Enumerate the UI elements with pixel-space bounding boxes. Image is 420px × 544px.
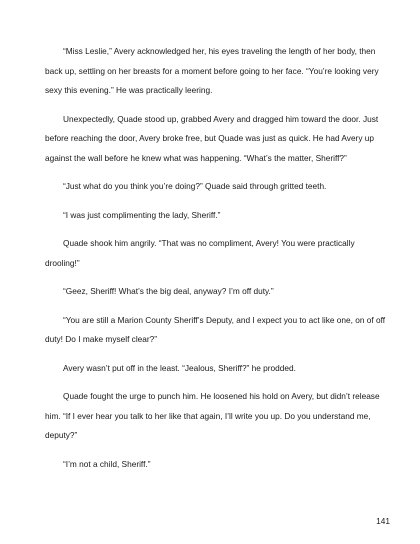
paragraph: “Geez, Sheriff! What’s the big deal, anyway? I’m off duty.”	[63, 286, 274, 296]
page-text-body	[45, 42, 387, 483]
page-number: 141	[376, 516, 390, 526]
paragraph: “I’m not a child, Sheriff.”	[63, 458, 151, 469]
paragraph: Unexpectedly, Quade stood up, grabbed Avery and dragged him toward the door. Just before reaching the door, Avery broke free, but Quade was just as quick. He had Avery up against the wall before he knew what was happening. “What’s the matter, Sheriff?”	[45, 113, 379, 163]
paragraph: Avery wasn’t put off in the least. “Jealous, Sheriff?” he prodded.	[63, 362, 296, 373]
paragraph: “I was just complimenting the lady, Sheriff.”	[63, 209, 221, 220]
paragraph: Quade fought the urge to punch him. He loosened his hold on Avery, but didn’t release him. “If I ever hear you talk to her like that again, I’ll write you up. Do you understand me, deputy?”	[45, 391, 380, 440]
paragraph: “Just what do you think you’re doing?” Quade said through gritted teeth.	[63, 181, 327, 191]
paragraph: “You are still a Marion County Sheriff’s Deputy, and I expect you to act like one, on of off duty! Do I make myself clear?”	[45, 314, 386, 344]
paragraph: “Miss Leslie,” Avery acknowledged her, his eyes traveling the length of her body, then back up, settling on her breasts for a moment before going to her face. “You’re looking very sexy this evening.” He was practically leering.	[45, 46, 379, 95]
paragraph: Quade shook him angrily. “That was no compliment, Avery! You were practically drooling!”	[45, 238, 355, 268]
